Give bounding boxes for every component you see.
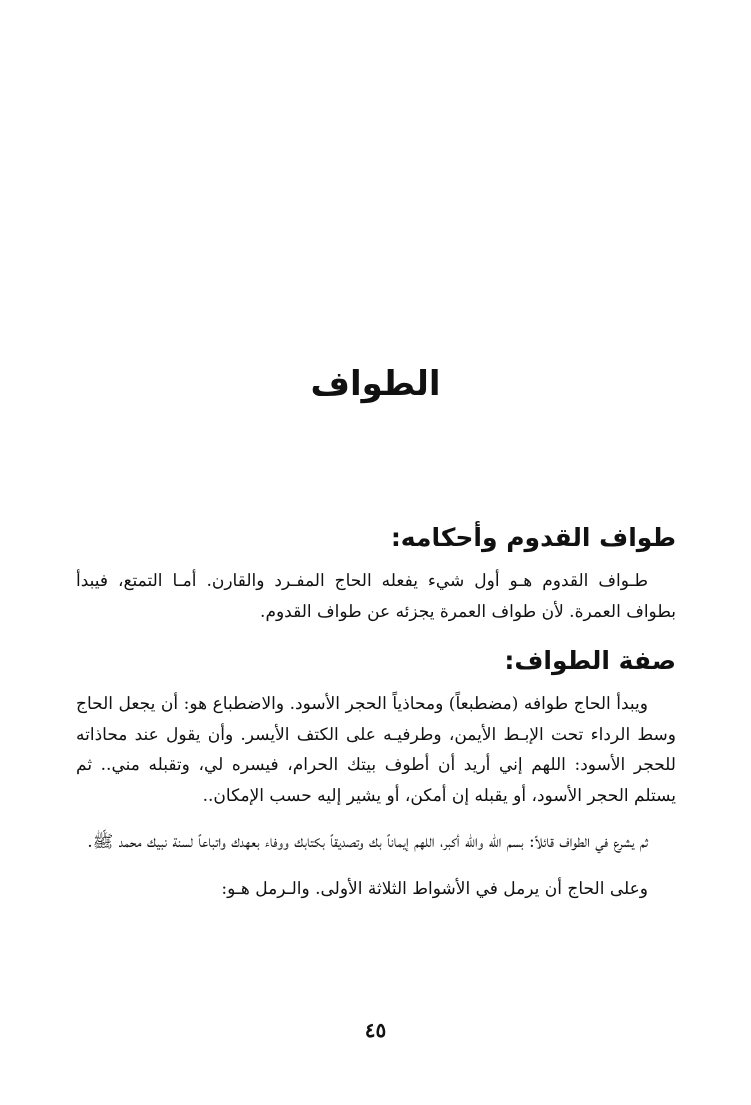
section-heading-qudum: طواف القدوم وأحكامه:	[390, 523, 676, 552]
paragraph-idtiba: ويبدأ الحاج طوافه (مضطبعاً) ومحاذياً الحجر الأسود. والاضطباع هو: أن يجعل الحاج وسط الرداء تحت الإبـط الأيمن، وطرفيـه على الكتف الأيسر. وأن يقول عند محاذاته للحجر الأسود: اللهم إني أريد أن أطوف بيتك الحرام، فيسره لي، وتقبله مني.. ثم يستلم الحجر الأسود، أو يقبله إن أمكن، أو يشير إليه حسب الإمكان..	[76, 694, 676, 806]
paragraph-tawaf-dua: ثم يشرع في الطواف قائلاً: بسم الله والله أكبر، اللهم إيماناً بك وتصديقاً بكتابك ووفاء بعهدك واتباعاً لسنة نبيك محمد ﷺ.	[87, 832, 648, 852]
paragraph-raml: وعلى الحاج أن يرمل في الأشواط الثلاثة الأولى. والـرمل هـو:	[221, 878, 648, 899]
chapter-title: الطواف	[310, 364, 441, 404]
section-heading-sifat-tawaf: صفة الطواف:	[504, 646, 676, 675]
paragraph-qudum: طـواف القدوم هـو أول شيء يفعله الحاج المفـرد والقارن. أمـا التمتع، فيبدأ بطواف العمرة. لأن طواف العمرة يجزئه عن طواف القدوم.	[76, 571, 676, 622]
page-number: ٤٥	[364, 1018, 387, 1042]
page-body	[76, 518, 676, 904]
